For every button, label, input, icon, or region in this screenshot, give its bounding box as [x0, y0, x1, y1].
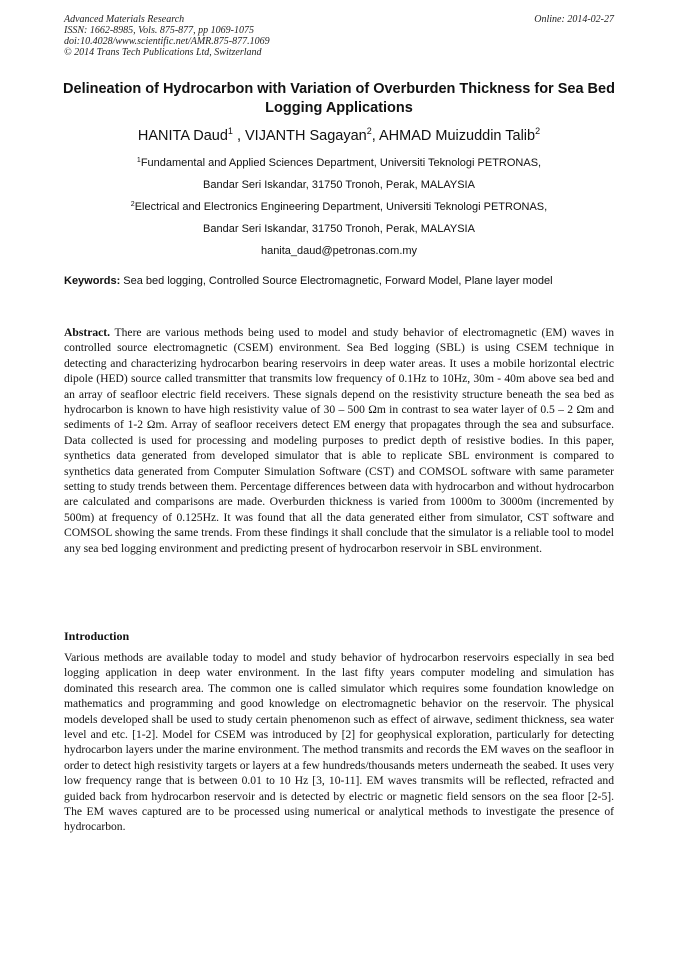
journal-issn: ISSN: 1662-8985, Vols. 875-877, pp 1069-1075 [64, 25, 254, 36]
author-1: HANITA Daud [137, 128, 228, 144]
keywords-text: Sea bed logging, Controlled Source Electromagnetic, Forward Model, Plane layer model [120, 275, 553, 287]
affiliation-1-line1: $^1$Fundamental and Applied Sciences Department, Universiti Teknologi PETRONAS, [136, 157, 542, 169]
keywords-label: Keywords: [64, 275, 121, 287]
author-3: AHMAD Muizuddin Talib [379, 128, 536, 144]
author-2-affil: 2 [366, 126, 372, 136]
introduction-text: Various methods are available today to model and study behavior of hydrocarbon reservoirs especially in sea bed logging application in deep water environment. In the last fifty years computer modeling and simulation has dominated this research area. The common one is called simulator which requires some foundation knowledge on mathematics and programming and good knowledge on electromagnetic behavior on the reservoir. The physical models developed shall be used to study certain phenomenon such as effect of airwave, sediment thickness, sea water level and etc. [1-2]. Model for CSEM was introduced by [2] for geophysical exploration, particularly for detecting hydrocarbon layers under the marine environment. The method transmits and records the EM waves on the seafloor in order to detect high resistivity targets or layers at a few hundreds/thousands meters underneath the seabed. It uses very low frequency range that is between 0.01 to 10 Hz [3, 10-11]. EM waves transmits will be reflected, refracted and guided back from hydrocarbon reservoir and is detected by electric or magnetic field sensors on the sea floor [2-5]. The EM waves captured are to be processed using numerical or analytical methods to investigate the presence of hydrocarbon. [64, 651, 614, 834]
affiliation-1-marker: 1 [136, 157, 141, 164]
author-2: VIJANTH Sagayan [245, 128, 367, 144]
author-separator: , [232, 128, 246, 144]
abstract-text: There are various methods being used to model and study behavior of electromagnetic (EM) waves in controlled source electromagnetic (CSEM) environment. Sea Bed logging (SBL) is using CSEM technique in detecting and characterizing hydrocarbon bearing reservoirs in deep water areas. It uses a mobile horizontal electric dipole (HED) source called transmitter that transmits low frequency of 0.1Hz to 10Hz, 30m - 40m above sea bed and an array of seafloor electric field receivers. These signals depend on the resistivity structure beneath the sea bed as hydrocarbon is known to have high resistivity value of 30 – 500 Ωm in contrast to sea water layer of 0.5 – 2 Ωm and sediments of 1-2 Ωm. Array of seafloor receivers detect EM energy that propagates through the sea and subsurface. Data collected is used for processing and modeling purposes to predict depth of resistive bodies. In this paper, synthetics data generated from developed simulator that is able to replicate SBL environment is compared to synthetics data generated from Computer Simulation Software (CST) and COMSOL software with same parameter setting to study trends between them. Percentage differences between data with hydrocarbon and without hydrocarbon are calculated and comparisons are made. Overburden thickness is varied from 1000m to 3000m (incremented by 500m) at frequency of 0.125Hz. It was found that all the data generated either from simulator, CST software and COMSOL showing the same trends. From these findings it shall conclude that the simulator is a reliable tool to model any sea bed logging environment and predicting present of hydrocarbon reservoir in SBL environment. [64, 326, 614, 555]
contact-email[interactable]: hanita_daud@petronas.com.my [260, 245, 418, 257]
journal-doi: doi:10.4028/www.scientific.net/AMR.875-877.1069 [64, 36, 270, 47]
paper-title: Delineation of Hydrocarbon with Variation of Overburden Thickness for Sea Bed Logging Applications [63, 81, 615, 116]
introduction-heading: Introduction [64, 629, 130, 643]
abstract-section [64, 325, 614, 556]
author-separator: , [371, 128, 379, 144]
affiliation-2-marker: 2 [130, 201, 135, 208]
keywords-section [64, 274, 614, 288]
journal-header [64, 14, 270, 58]
affiliations [40, 152, 638, 262]
author-3-affil: 2 [535, 126, 541, 136]
journal-copyright: © 2014 Trans Tech Publications Ltd, Switzerland [64, 47, 262, 58]
author-1-affil: 1 [227, 126, 233, 136]
journal-name: Advanced Materials Research [64, 14, 185, 25]
online-date: Online: 2014-02-27 [534, 14, 614, 25]
author-list [40, 128, 638, 144]
affiliation-2-line1: $^2$Electrical and Electronics Engineering Department, Universiti Teknologi PETRONAS, [130, 201, 548, 213]
abstract-label: Abstract. [64, 326, 111, 339]
affiliation-1-line2: Bandar Seri Iskandar, 31750 Tronoh, Perak, MALAYSIA [203, 179, 475, 191]
affiliation-2-line2: Bandar Seri Iskandar, 31750 Tronoh, Perak, MALAYSIA [203, 223, 475, 235]
